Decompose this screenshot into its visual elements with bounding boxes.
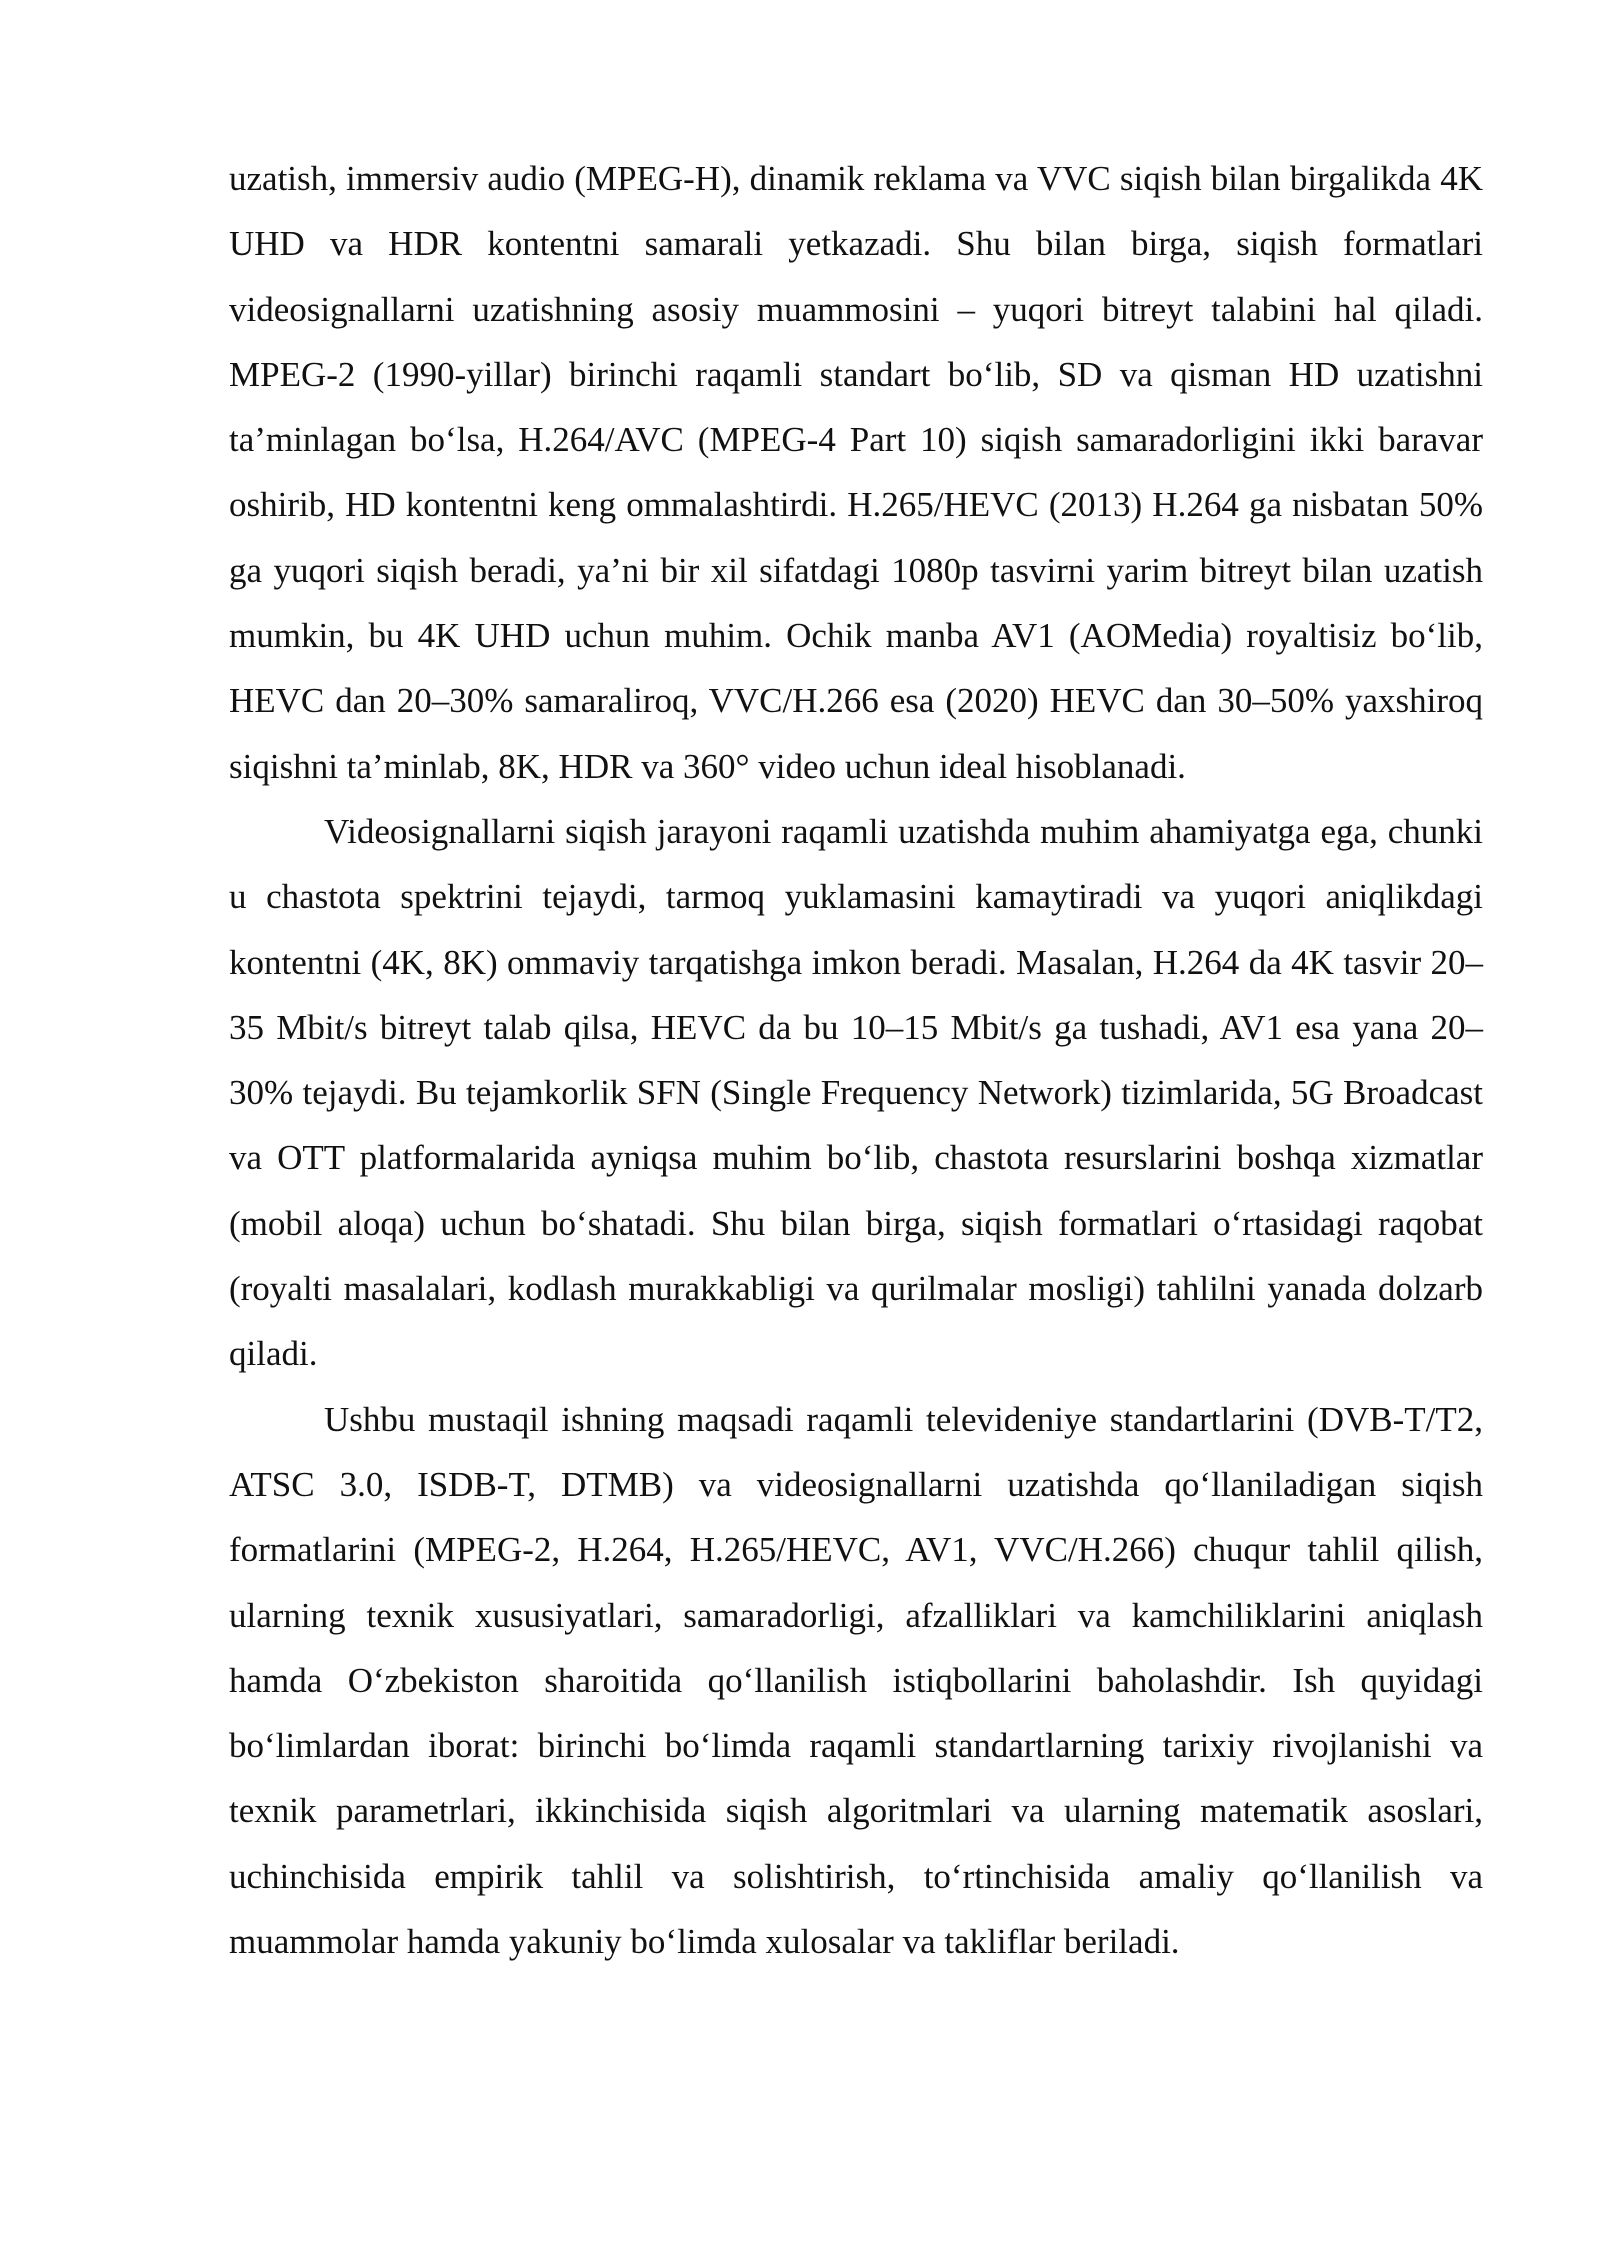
document-page: [229, 146, 1483, 1974]
paragraph-continuation: uzatish, immersiv audio (MPEG-H), dinamik reklama va VVC siqish bilan birgalikda 4K UHD va HDR kontentni samarali yetkazadi. Shu bilan birga, siqish formatlari videosignallarni uzatishning asosiy muammosini – yuqori bitreyt talabini hal qiladi. MPEG-2 (1990-yillar) birinchi raqamli standart bo‘lib, SD va qisman HD uzatishni ta’minlagan bo‘lsa, H.264/AVC (MPEG-4 Part 10) siqish samaradorligini ikki baravar oshirib, HD kontentni keng ommalashtirdi. H.265/HEVC (2013) H.264 ga nisbatan 50% ga yuqori siqish beradi, ya’ni bir xil sifatdagi 1080p tasvirni yarim bitreyt bilan uzatish mumkin, bu 4K UHD uchun muhim. Ochik manba AV1 (AOMedia) royaltisiz bo‘lib, HEVC dan 20–30% samaraliroq, VVC/H.266 esa (2020) HEVC dan 30–50% yaxshiroq siqishni ta’minlab, 8K, HDR va 360° video uchun ideal hisoblanadi.: [229, 159, 1483, 786]
paragraph-compression-importance: Videosignallarni siqish jarayoni raqamli uzatishda muhim ahamiyatga ega, chunki u chastota spektrini tejaydi, tarmoq yuklamasini kamaytiradi va yuqori aniqlikdagi kontentni (4K, 8K) ommaviy tarqatishga imkon beradi. Masalan, H.264 da 4K tasvir 20–35 Mbit/s bitreyt talab qilsa, HEVC da bu 10–15 Mbit/s ga tushadi, AV1 esa yana 20–30% tejaydi. Bu tejamkorlik SFN (Single Frequency Network) tizimlarida, 5G Broadcast va OTT platformalarida ayniqsa muhim bo‘lib, chastota resurslarini boshqa xizmatlar (mobil aloqa) uchun bo‘shatadi. Shu bilan birga, siqish formatlari o‘rtasidagi raqobat (royalti masalalari, kodlash murakkabligi va qurilmalar mosligi) tahlilni yanada dolzarb qiladi.: [229, 811, 1483, 1374]
paragraph-work-purpose: Ushbu mustaqil ishning maqsadi raqamli televideniye standartlarini (DVB-T/T2, ATSC 3.0, ISDB-T, DTMB) va videosignallarni uzatishda qo‘llaniladigan siqish formatlarini (MPEG-2, H.264, H.265/HEVC, AV1, VVC/H.266) chuqur tahlil qilish, ularning texnik xususiyatlari, samaradorligi, afzalliklari va kamchiliklarini aniqlash hamda O‘zbekiston sharoitida qo‘llanilish istiqbollarini baholashdir. Ish quyidagi bo‘limlardan iborat: birinchi bo‘limda raqamli standartlarning tarixiy rivojlanishi va texnik parametrlari, ikkinchisida siqish algoritmlari va ularning matematik asoslari, uchinchisida empirik tahlil va solishtirish, to‘rtinchisida amaliy qo‘llanilish va muammolar hamda yakuniy bo‘limda xulosalar va takliflar beriladi.: [229, 1399, 1483, 1962]
